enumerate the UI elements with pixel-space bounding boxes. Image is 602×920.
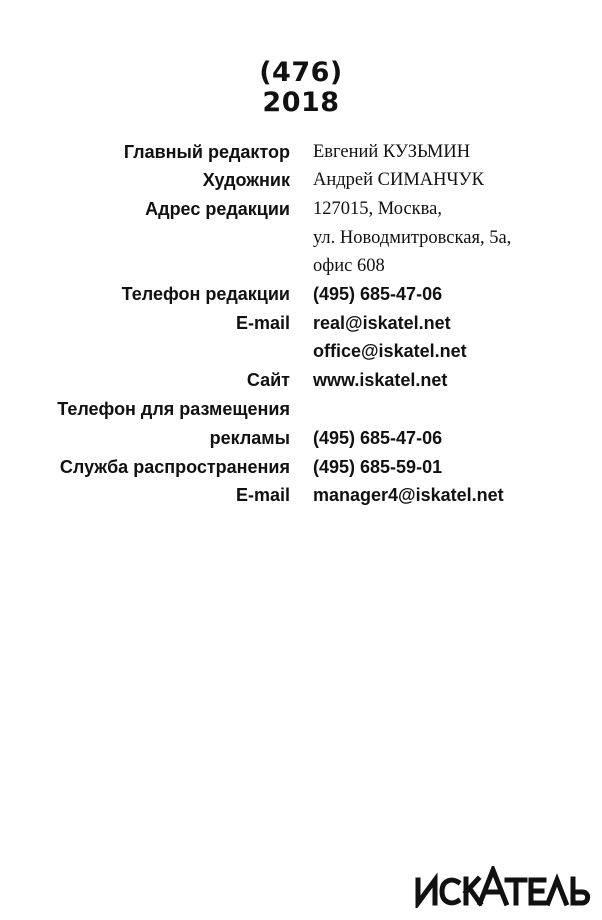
credit-row-site <box>0 366 602 395</box>
credit-row-distribution <box>0 453 602 482</box>
credit-row-artist <box>0 166 602 195</box>
credit-label: Телефон для размещения <box>57 399 290 419</box>
credit-value: (495) 685-47-06 <box>313 284 443 304</box>
credit-value: real@iskatel.net <box>313 313 451 333</box>
credit-row-address <box>0 195 602 224</box>
credit-value: www.iskatel.net <box>313 370 448 390</box>
credit-value: manager4@iskatel.net <box>313 485 504 505</box>
credit-label: E-mail <box>235 313 290 333</box>
credit-row-ad-phone <box>0 424 602 453</box>
credit-label: Телефон редакции <box>121 284 290 304</box>
credit-value: ул. Новодмитровская, 5а, <box>313 228 512 248</box>
credit-value: (495) 685-59-01 <box>313 457 443 477</box>
credit-label: Служба распространения <box>59 457 290 477</box>
credit-label: Сайт <box>246 370 290 390</box>
credit-row-distribution-email <box>0 481 602 510</box>
credit-value: Евгений КУЗЬМИН <box>313 142 471 162</box>
credit-label: Художник <box>202 170 290 190</box>
credit-row-address-street <box>0 224 602 253</box>
credit-row-phone <box>0 280 602 309</box>
credit-row-email <box>0 309 602 338</box>
credit-label: E-mail <box>235 485 290 505</box>
credit-value: офис 608 <box>313 256 385 276</box>
credit-row-editor <box>0 138 602 167</box>
issue-year: 2018 <box>262 87 340 118</box>
credit-row-ad-phone-label <box>0 395 602 424</box>
credit-value: office@iskatel.net <box>313 341 467 361</box>
credit-value: (495) 685-47-06 <box>313 428 443 448</box>
credit-label: рекламы <box>209 428 290 448</box>
credit-label: Главный редактор <box>123 142 290 162</box>
credit-value: Андрей СИМАНЧУК <box>313 170 484 190</box>
credit-row-address-office <box>0 252 602 281</box>
iskatel-logo-icon <box>414 866 592 908</box>
credit-label: Адрес редакции <box>145 199 290 219</box>
issue-number: (476) <box>259 57 343 88</box>
credit-value: 127015, Москва, <box>313 199 442 219</box>
credit-row-email-office <box>0 337 602 366</box>
